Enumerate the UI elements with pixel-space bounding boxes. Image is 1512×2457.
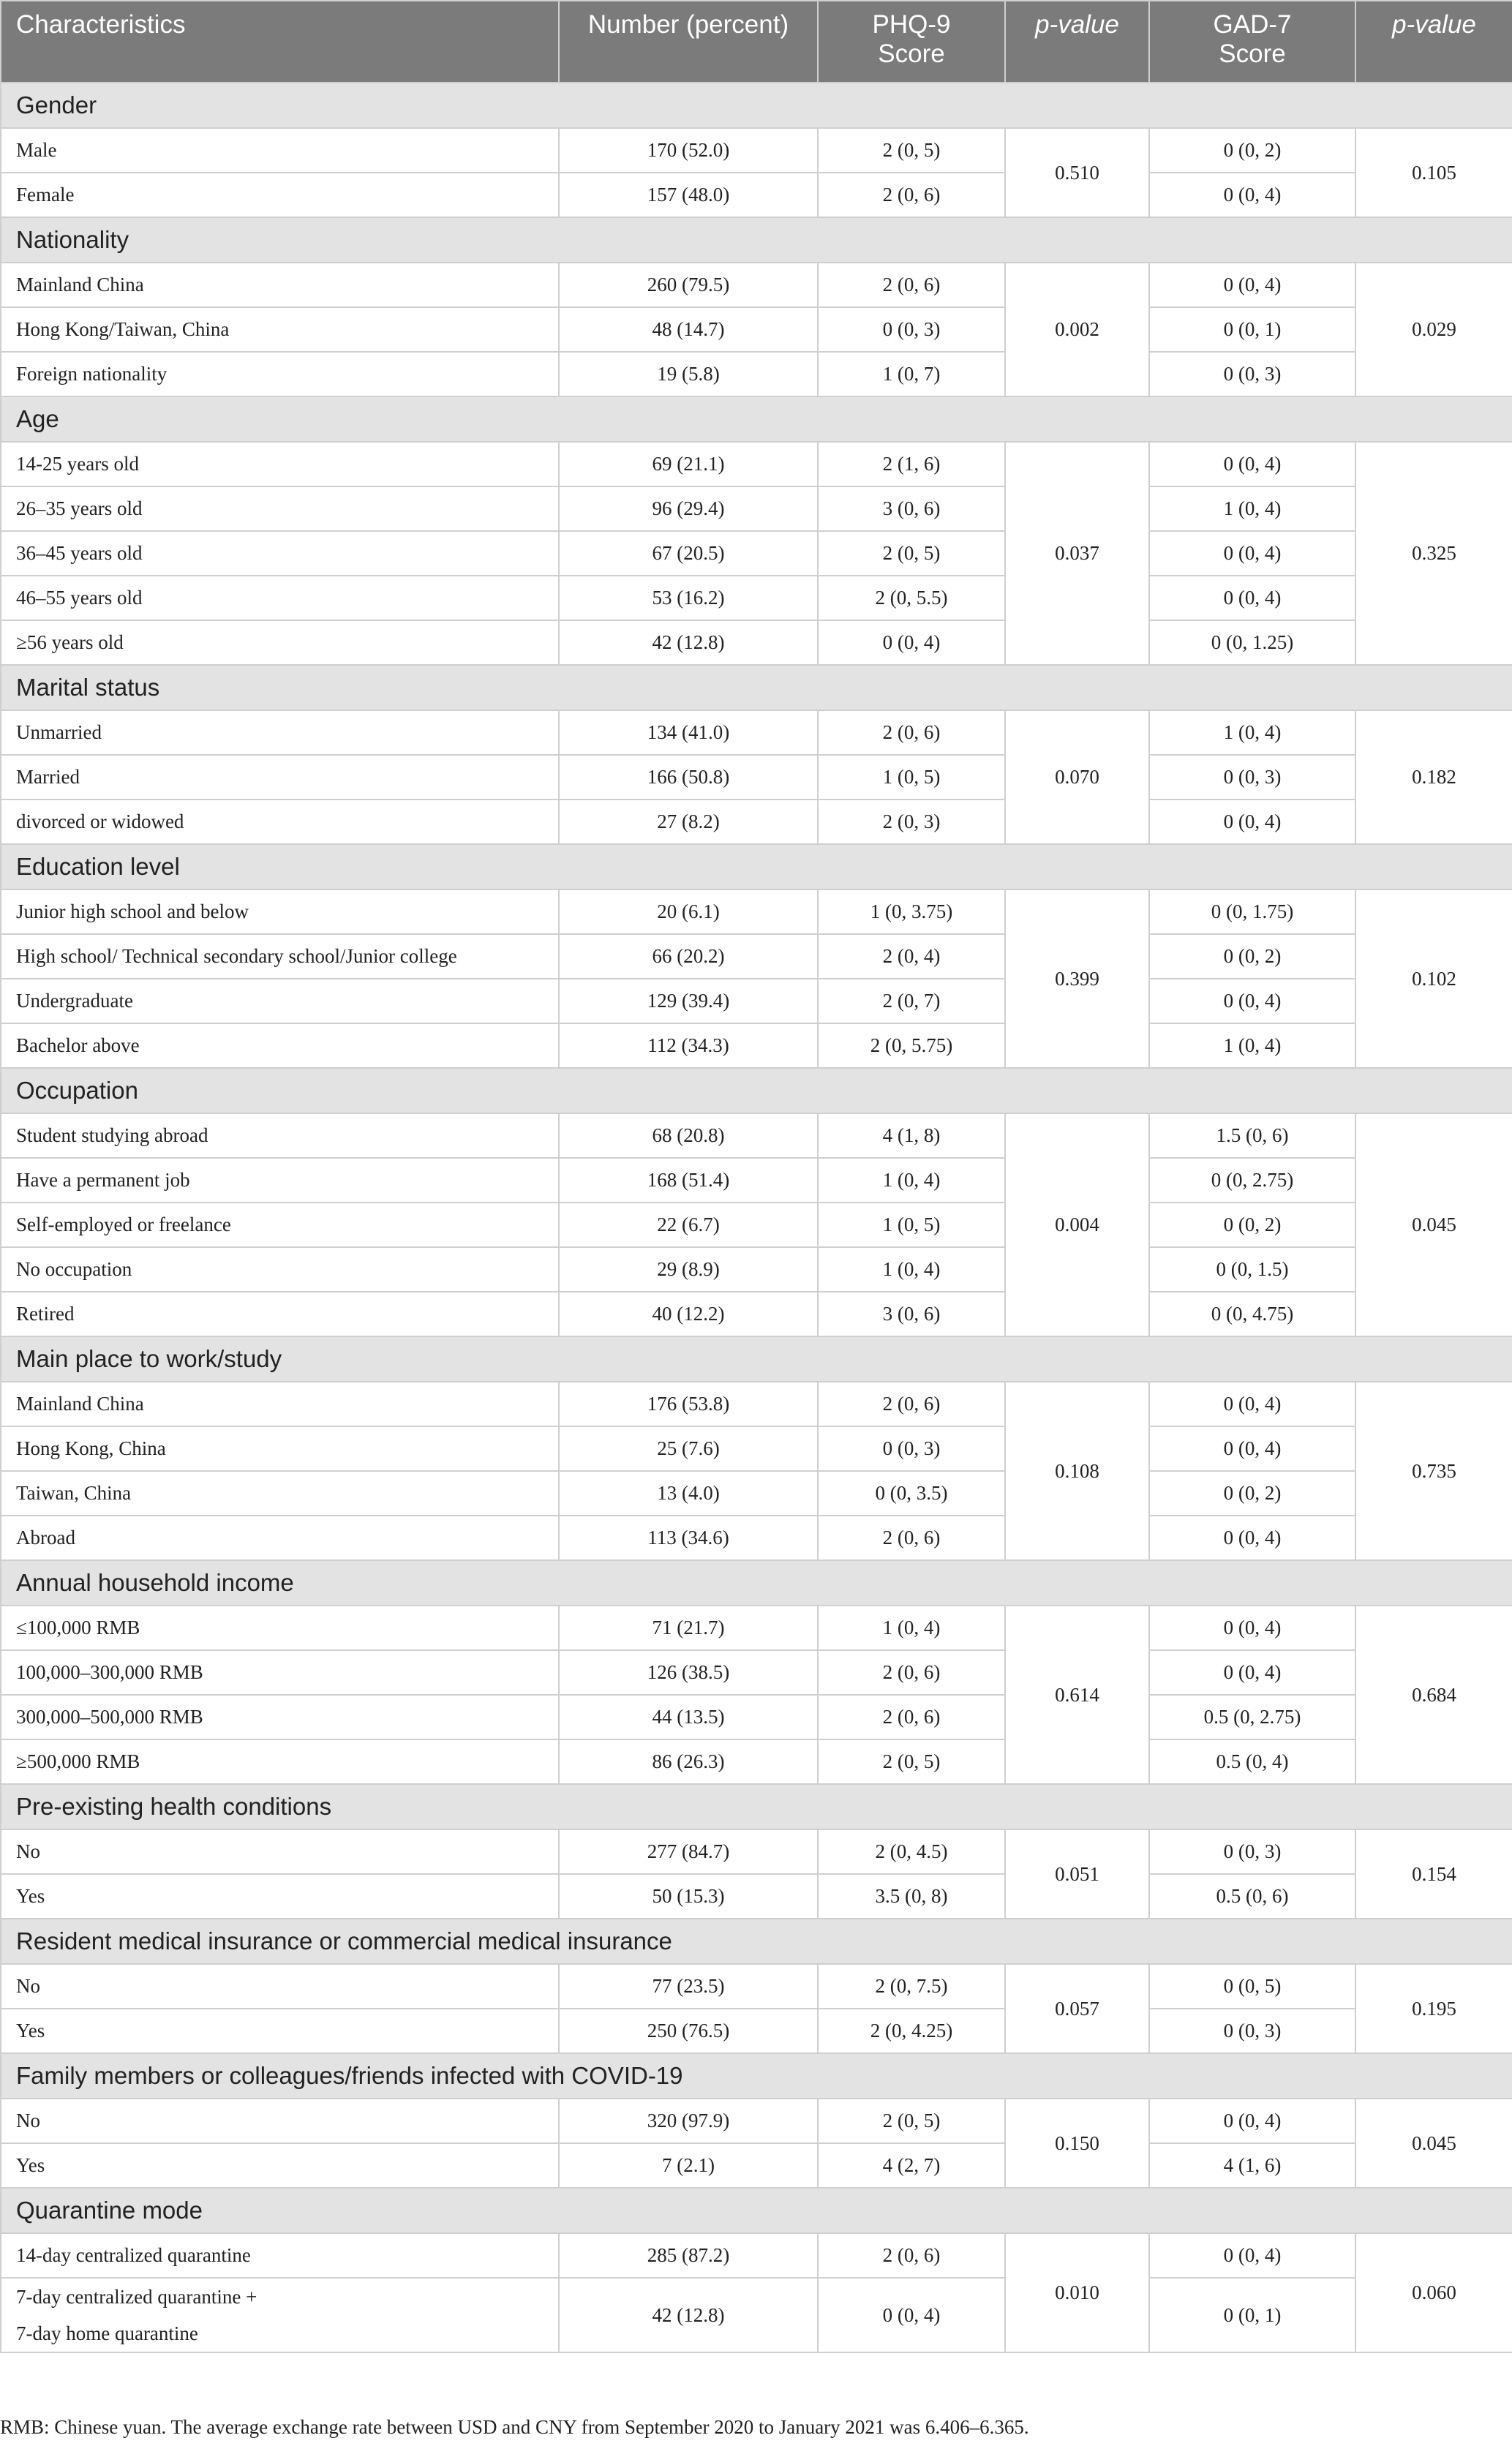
group-header-row — [1, 2188, 1512, 2233]
number-percent-cell: 320 (97.9) — [559, 2099, 818, 2143]
group-header-row — [1, 844, 1512, 889]
gad7-p-value-cell: 0.105 — [1355, 128, 1512, 217]
group-title: Age — [1, 396, 1512, 442]
row-label-line: 7-day home quarantine — [16, 2322, 198, 2344]
phq9-score-cell: 1 (0, 4) — [818, 1247, 1005, 1292]
table-row — [1, 934, 1512, 979]
gad7-p-value-cell: 0.735 — [1355, 1382, 1512, 1560]
number-percent-cell: 134 (41.0) — [559, 710, 818, 755]
phq9-p-value-cell: 0.002 — [1005, 263, 1149, 396]
number-percent-cell: 157 (48.0) — [559, 173, 818, 217]
gad7-score-cell: 0 (0, 4) — [1149, 1650, 1355, 1695]
gad7-p-value-cell: 0.154 — [1355, 1829, 1512, 1919]
phq9-p-value-cell: 0.614 — [1005, 1606, 1149, 1784]
number-percent-cell: 168 (51.4) — [559, 1158, 818, 1203]
number-percent-cell: 129 (39.4) — [559, 979, 818, 1023]
phq9-score-cell: 2 (0, 4) — [818, 934, 1005, 979]
table-row — [1, 1203, 1512, 1247]
phq9-p-value-cell: 0.051 — [1005, 1829, 1149, 1919]
group-title: Nationality — [1, 217, 1512, 263]
number-percent-cell: 170 (52.0) — [559, 128, 818, 173]
header-row — [1, 1, 1512, 83]
gad7-score-cell: 1.5 (0, 6) — [1149, 1113, 1355, 1158]
table-row — [1, 531, 1512, 576]
number-percent-cell: 250 (76.5) — [559, 2009, 818, 2053]
table-row — [1, 1113, 1512, 1158]
phq9-score-cell: 2 (0, 5) — [818, 128, 1005, 173]
row-label: Mainland China — [1, 263, 559, 307]
row-label: Hong Kong, China — [1, 1426, 559, 1471]
table-row — [1, 486, 1512, 531]
number-percent-cell: 285 (87.2) — [559, 2233, 818, 2278]
gad7-score-cell: 0 (0, 4) — [1149, 173, 1355, 217]
phq9-score-cell: 0 (0, 4) — [818, 620, 1005, 665]
phq9-score-cell: 3.5 (0, 8) — [818, 1874, 1005, 1919]
header-p-value-phq: p-value — [1005, 1, 1149, 83]
group-header-row — [1, 2053, 1512, 2099]
number-percent-cell: 260 (79.5) — [559, 263, 818, 307]
table-row — [1, 1606, 1512, 1650]
table-row — [1, 1382, 1512, 1426]
number-percent-cell: 22 (6.7) — [559, 1203, 818, 1247]
gad7-score-cell: 0 (0, 4) — [1149, 531, 1355, 576]
number-percent-cell: 69 (21.1) — [559, 442, 818, 486]
number-percent-cell: 53 (16.2) — [559, 576, 818, 620]
gad7-score-cell: 0 (0, 4) — [1149, 799, 1355, 844]
number-percent-cell: 166 (50.8) — [559, 755, 818, 799]
phq9-score-cell: 2 (0, 5.5) — [818, 576, 1005, 620]
gad7-p-value-cell: 0.195 — [1355, 1964, 1512, 2053]
row-label: High school/ Technical secondary school/Junior college — [1, 934, 559, 979]
table-body — [1, 83, 1512, 2352]
gad7-score-cell: 0 (0, 4) — [1149, 263, 1355, 307]
row-label: Retired — [1, 1292, 559, 1336]
row-label: ≥500,000 RMB — [1, 1739, 559, 1784]
number-percent-cell: 7 (2.1) — [559, 2143, 818, 2188]
phq9-score-cell: 2 (0, 5.75) — [818, 1023, 1005, 1068]
gad7-score-cell: 0 (0, 1.75) — [1149, 889, 1355, 934]
row-label: Have a permanent job — [1, 1158, 559, 1203]
phq9-score-cell: 1 (0, 3.75) — [818, 889, 1005, 934]
gad7-score-cell: 0 (0, 4) — [1149, 1606, 1355, 1650]
gad7-score-cell: 0 (0, 2) — [1149, 1203, 1355, 1247]
phq9-score-cell: 0 (0, 3.5) — [818, 1471, 1005, 1516]
phq9-score-cell: 2 (0, 5) — [818, 531, 1005, 576]
header-phq9-line2: Score — [878, 39, 945, 68]
group-header-row — [1, 665, 1512, 710]
table-row — [1, 799, 1512, 844]
table-row — [1, 1023, 1512, 1068]
row-label: Junior high school and below — [1, 889, 559, 934]
row-label: Male — [1, 128, 559, 173]
gad7-p-value-cell: 0.029 — [1355, 263, 1512, 396]
gad7-score-cell: 0 (0, 2.75) — [1149, 1158, 1355, 1203]
number-percent-cell: 13 (4.0) — [559, 1471, 818, 1516]
gad7-score-cell: 0 (0, 4) — [1149, 2233, 1355, 2278]
gad7-score-cell: 0 (0, 4) — [1149, 979, 1355, 1023]
phq9-score-cell: 2 (0, 6) — [818, 263, 1005, 307]
table-row — [1, 173, 1512, 217]
table-row — [1, 2009, 1512, 2053]
gad7-p-value-cell: 0.325 — [1355, 442, 1512, 665]
phq9-score-cell: 2 (0, 4.25) — [818, 2009, 1005, 2053]
gad7-score-cell: 0 (0, 4.75) — [1149, 1292, 1355, 1336]
row-label: Bachelor above — [1, 1023, 559, 1068]
gad7-score-cell: 0.5 (0, 4) — [1149, 1739, 1355, 1784]
table-row — [1, 1739, 1512, 1784]
group-title: Family members or colleagues/friends infected with COVID-19 — [1, 2053, 1512, 2099]
phq9-score-cell: 0 (0, 3) — [818, 307, 1005, 352]
phq9-score-cell: 2 (0, 6) — [818, 1695, 1005, 1739]
table-row — [1, 1292, 1512, 1336]
row-label: Hong Kong/Taiwan, China — [1, 307, 559, 352]
table-row — [1, 1158, 1512, 1203]
table-row — [1, 307, 1512, 352]
phq9-score-cell: 2 (0, 6) — [818, 710, 1005, 755]
group-header-row — [1, 1919, 1512, 1964]
row-label: No occupation — [1, 1247, 559, 1292]
gad7-score-cell: 1 (0, 4) — [1149, 486, 1355, 531]
number-percent-cell: 50 (15.3) — [559, 1874, 818, 1919]
gad7-score-cell: 0 (0, 4) — [1149, 1516, 1355, 1560]
gad7-score-cell: 4 (1, 6) — [1149, 2143, 1355, 2188]
phq9-score-cell: 2 (1, 6) — [818, 442, 1005, 486]
gad7-score-cell: 0 (0, 4) — [1149, 1426, 1355, 1471]
phq9-score-cell: 1 (0, 4) — [818, 1606, 1005, 1650]
row-label: divorced or widowed — [1, 799, 559, 844]
table-row — [1, 1964, 1512, 2009]
table-row — [1, 352, 1512, 396]
table-row — [1, 710, 1512, 755]
row-label-line: 7-day centralized quarantine + — [16, 2286, 257, 2308]
group-title: Resident medical insurance or commercial medical insurance — [1, 1919, 1512, 1964]
number-percent-cell: 25 (7.6) — [559, 1426, 818, 1471]
table-row — [1, 128, 1512, 173]
table-row — [1, 2099, 1512, 2143]
table-row — [1, 1650, 1512, 1695]
row-label: Abroad — [1, 1516, 559, 1560]
group-header-row — [1, 217, 1512, 263]
phq9-score-cell: 0 (0, 3) — [818, 1426, 1005, 1471]
row-label: 300,000–500,000 RMB — [1, 1695, 559, 1739]
group-title: Marital status — [1, 665, 1512, 710]
row-label: Foreign nationality — [1, 352, 559, 396]
row-label: 14-day centralized quarantine — [1, 2233, 559, 2278]
phq9-p-value-cell: 0.510 — [1005, 128, 1149, 217]
number-percent-cell: 96 (29.4) — [559, 486, 818, 531]
gad7-score-cell: 0 (0, 4) — [1149, 442, 1355, 486]
phq9-p-value-cell: 0.150 — [1005, 2099, 1149, 2188]
phq9-score-cell: 3 (0, 6) — [818, 1292, 1005, 1336]
row-label: No — [1, 1964, 559, 2009]
row-label: 100,000–300,000 RMB — [1, 1650, 559, 1695]
table-row — [1, 1471, 1512, 1516]
gad7-score-cell: 0 (0, 3) — [1149, 352, 1355, 396]
gad7-score-cell: 0.5 (0, 2.75) — [1149, 1695, 1355, 1739]
group-header-row — [1, 83, 1512, 128]
phq9-score-cell: 1 (0, 5) — [818, 1203, 1005, 1247]
table-row — [1, 2278, 1512, 2352]
gad7-score-cell: 0 (0, 1.25) — [1149, 620, 1355, 665]
gad7-p-value-cell: 0.045 — [1355, 2099, 1512, 2188]
number-percent-cell: 67 (20.5) — [559, 531, 818, 576]
table-row — [1, 889, 1512, 934]
phq9-score-cell: 1 (0, 5) — [818, 755, 1005, 799]
number-percent-cell: 29 (8.9) — [559, 1247, 818, 1292]
table-footnote: RMB: Chinese yuan. The average exchange rate between USD and CNY from September 2020 to January 2021 was 6.406–6.365. — [0, 2416, 1029, 2438]
table-row — [1, 1874, 1512, 1919]
gad7-p-value-cell: 0.102 — [1355, 889, 1512, 1068]
phq9-score-cell: 2 (0, 3) — [818, 799, 1005, 844]
group-title: Annual household income — [1, 1560, 1512, 1606]
gad7-score-cell: 0 (0, 1.5) — [1149, 1247, 1355, 1292]
phq9-score-cell: 2 (0, 6) — [818, 1650, 1005, 1695]
phq9-score-cell: 2 (0, 5) — [818, 2099, 1005, 2143]
row-label: Yes — [1, 1874, 559, 1919]
number-percent-cell: 126 (38.5) — [559, 1650, 818, 1695]
row-label: 46–55 years old — [1, 576, 559, 620]
group-header-row — [1, 1560, 1512, 1606]
gad7-p-value-cell: 0.684 — [1355, 1606, 1512, 1784]
row-label: Married — [1, 755, 559, 799]
phq9-score-cell: 2 (0, 6) — [818, 1516, 1005, 1560]
row-label: 14-25 years old — [1, 442, 559, 486]
number-percent-cell: 42 (12.8) — [559, 2278, 818, 2352]
row-label: 26–35 years old — [1, 486, 559, 531]
row-label: Mainland China — [1, 1382, 559, 1426]
row-label: Female — [1, 173, 559, 217]
table-row — [1, 620, 1512, 665]
group-title: Occupation — [1, 1068, 1512, 1113]
number-percent-cell: 44 (13.5) — [559, 1695, 818, 1739]
gad7-score-cell: 0 (0, 4) — [1149, 1382, 1355, 1426]
gad7-score-cell: 0 (0, 2) — [1149, 934, 1355, 979]
row-label: Yes — [1, 2009, 559, 2053]
gad7-score-cell: 0 (0, 5) — [1149, 1964, 1355, 2009]
gad7-score-cell: 0.5 (0, 6) — [1149, 1874, 1355, 1919]
gad7-score-cell: 0 (0, 3) — [1149, 2009, 1355, 2053]
phq9-p-value-cell: 0.057 — [1005, 1964, 1149, 2053]
header-gad7-line1: GAD-7 — [1213, 10, 1292, 39]
row-label: Student studying abroad — [1, 1113, 559, 1158]
row-label: Unmarried — [1, 710, 559, 755]
gad7-score-cell: 0 (0, 2) — [1149, 1471, 1355, 1516]
gad7-score-cell: 0 (0, 1) — [1149, 307, 1355, 352]
row-label: Yes — [1, 2143, 559, 2188]
gad7-score-cell: 0 (0, 4) — [1149, 576, 1355, 620]
table-row — [1, 576, 1512, 620]
group-title: Main place to work/study — [1, 1336, 1512, 1382]
row-label: No — [1, 1829, 559, 1874]
table-row — [1, 2143, 1512, 2188]
phq9-p-value-cell: 0.010 — [1005, 2233, 1149, 2352]
phq9-score-cell: 2 (0, 5) — [818, 1739, 1005, 1784]
number-percent-cell: 20 (6.1) — [559, 889, 818, 934]
phq9-p-value-cell: 0.399 — [1005, 889, 1149, 1068]
number-percent-cell: 71 (21.7) — [559, 1606, 818, 1650]
number-percent-cell: 176 (53.8) — [559, 1382, 818, 1426]
number-percent-cell: 66 (20.2) — [559, 934, 818, 979]
row-label: ≤100,000 RMB — [1, 1606, 559, 1650]
table-row — [1, 1426, 1512, 1471]
row-label: 36–45 years old — [1, 531, 559, 576]
number-percent-cell: 27 (8.2) — [559, 799, 818, 844]
number-percent-cell: 48 (14.7) — [559, 307, 818, 352]
group-title: Gender — [1, 83, 1512, 128]
table-row — [1, 979, 1512, 1023]
phq9-score-cell: 2 (0, 6) — [818, 1382, 1005, 1426]
number-percent-cell: 40 (12.2) — [559, 1292, 818, 1336]
gad7-score-cell: 0 (0, 2) — [1149, 128, 1355, 173]
gad7-p-value-cell: 0.045 — [1355, 1113, 1512, 1336]
row-label — [1, 2278, 559, 2352]
row-label: Self-employed or freelance — [1, 1203, 559, 1247]
phq9-p-value-cell: 0.070 — [1005, 710, 1149, 844]
phq9-score-cell: 1 (0, 4) — [818, 1158, 1005, 1203]
phq9-score-cell: 2 (0, 7) — [818, 979, 1005, 1023]
gad7-score-cell: 1 (0, 4) — [1149, 1023, 1355, 1068]
group-title: Quarantine mode — [1, 2188, 1512, 2233]
number-percent-cell: 86 (26.3) — [559, 1739, 818, 1784]
phq9-score-cell: 4 (2, 7) — [818, 2143, 1005, 2188]
gad7-score-cell: 1 (0, 4) — [1149, 710, 1355, 755]
header-gad7-line2: Score — [1219, 39, 1286, 68]
number-percent-cell: 112 (34.3) — [559, 1023, 818, 1068]
table-row — [1, 755, 1512, 799]
gad7-score-cell: 0 (0, 3) — [1149, 1829, 1355, 1874]
header-gad7 — [1149, 1, 1355, 83]
header-phq9 — [818, 1, 1005, 83]
number-percent-cell: 68 (20.8) — [559, 1113, 818, 1158]
phq9-score-cell: 4 (1, 8) — [818, 1113, 1005, 1158]
table-row — [1, 2233, 1512, 2278]
phq9-p-value-cell: 0.108 — [1005, 1382, 1149, 1560]
phq9-score-cell: 2 (0, 6) — [818, 2233, 1005, 2278]
phq9-p-value-cell: 0.037 — [1005, 442, 1149, 665]
group-header-row — [1, 396, 1512, 442]
number-percent-cell: 77 (23.5) — [559, 1964, 818, 2009]
phq9-p-value-cell: 0.004 — [1005, 1113, 1149, 1336]
table-row — [1, 1247, 1512, 1292]
table-row — [1, 442, 1512, 486]
number-percent-cell: 113 (34.6) — [559, 1516, 818, 1560]
phq9-score-cell: 1 (0, 7) — [818, 352, 1005, 396]
table-row — [1, 1695, 1512, 1739]
table-row — [1, 263, 1512, 307]
header-p-value-gad: p-value — [1355, 1, 1512, 83]
gad7-p-value-cell: 0.182 — [1355, 710, 1512, 844]
group-header-row — [1, 1784, 1512, 1829]
group-title: Education level — [1, 844, 1512, 889]
gad7-p-value-cell: 0.060 — [1355, 2233, 1512, 2352]
group-header-row — [1, 1068, 1512, 1113]
gad7-score-cell: 0 (0, 4) — [1149, 2099, 1355, 2143]
table-row — [1, 1516, 1512, 1560]
header-characteristics: Characteristics — [1, 1, 559, 83]
row-label: No — [1, 2099, 559, 2143]
gad7-score-cell: 0 (0, 1) — [1149, 2278, 1355, 2352]
table-row — [1, 1829, 1512, 1874]
header-number: Number (percent) — [559, 1, 818, 83]
group-header-row — [1, 1336, 1512, 1382]
row-label: Taiwan, China — [1, 1471, 559, 1516]
number-percent-cell: 42 (12.8) — [559, 620, 818, 665]
phq9-score-cell: 2 (0, 6) — [818, 173, 1005, 217]
row-label: ≥56 years old — [1, 620, 559, 665]
group-title: Pre-existing health conditions — [1, 1784, 1512, 1829]
gad7-score-cell: 0 (0, 3) — [1149, 755, 1355, 799]
phq9-score-cell: 2 (0, 7.5) — [818, 1964, 1005, 2009]
number-percent-cell: 19 (5.8) — [559, 352, 818, 396]
phq9-score-cell: 0 (0, 4) — [818, 2278, 1005, 2352]
header-phq9-line1: PHQ-9 — [872, 10, 951, 39]
phq9-score-cell: 2 (0, 4.5) — [818, 1829, 1005, 1874]
phq9-score-cell: 3 (0, 6) — [818, 486, 1005, 531]
number-percent-cell: 277 (84.7) — [559, 1829, 818, 1874]
row-label: Undergraduate — [1, 979, 559, 1023]
